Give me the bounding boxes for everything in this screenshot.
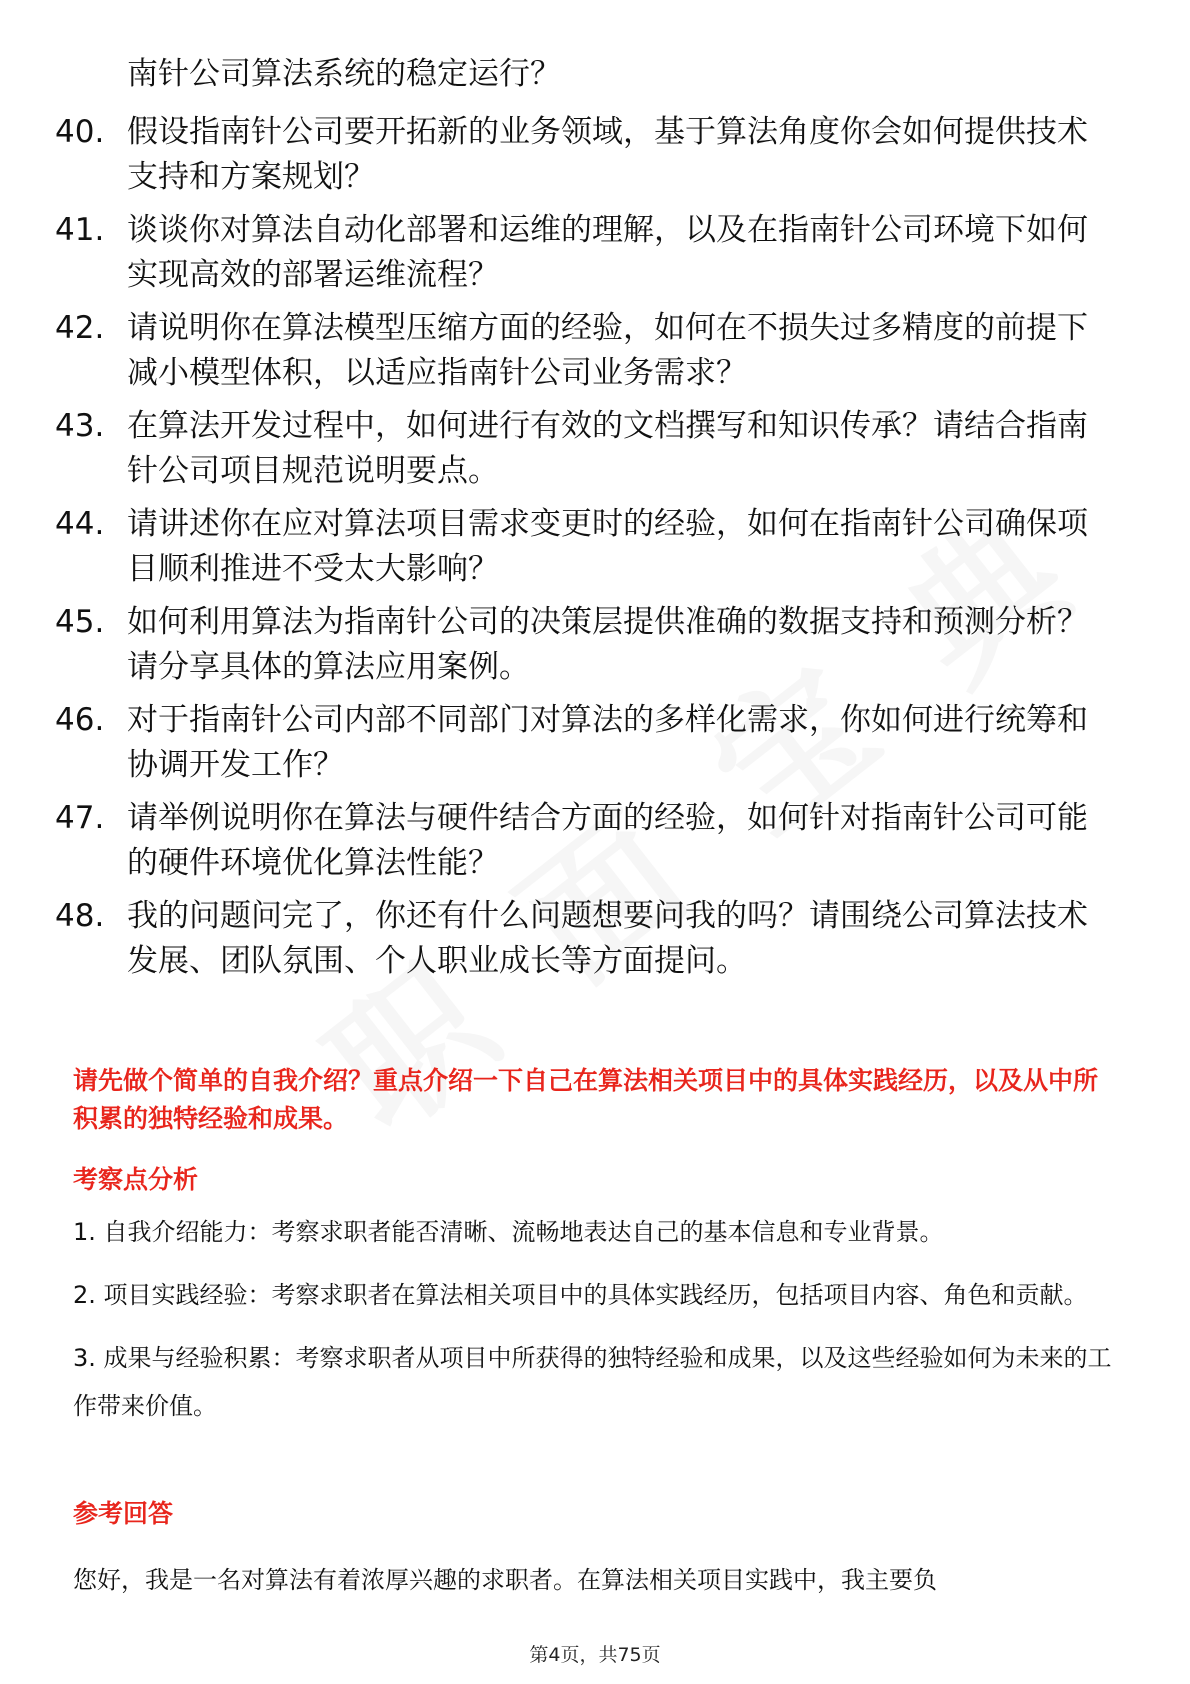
analysis-point: 2. 项目实践经验：考察求职者在算法相关项目中的具体实践经历，包括项目内容、角色和贡献。 [73, 1281, 1088, 1309]
question-number: 41. [55, 212, 105, 248]
analysis-point: 3. 成果与经验积累：考察求职者从项目中所获得的独特经验和成果，以及这些经验如何为未来的工作带来价值。 [73, 1344, 1112, 1420]
list-item [55, 600, 1115, 690]
question-text: 我的问题问完了，你还有什么问题想要问我的吗？请围绕公司算法技术发展、团队氛围、个人职业成长等方面提问。 [127, 898, 1088, 979]
list-item [55, 208, 1115, 298]
question-number: 43. [55, 408, 105, 444]
list-item [55, 502, 1115, 592]
question-number: 40. [55, 114, 105, 150]
question-list [55, 110, 1115, 992]
list-item [55, 894, 1115, 984]
answer-text: 您好，我是一名对算法有着浓厚兴趣的求职者。在算法相关项目实践中，我主要负 [73, 1566, 937, 1594]
analysis-heading: 考察点分析 [73, 1165, 199, 1194]
question-text: 请说明你在算法模型压缩方面的经验，如何在不损失过多精度的前提下减小模型体积，以适应指南针公司业务需求？ [127, 310, 1088, 391]
question-text: 在算法开发过程中，如何进行有效的文档撰写和知识传承？请结合指南针公司项目规范说明要点。 [127, 408, 1088, 489]
question-number: 46. [55, 702, 105, 738]
question-number: 47. [55, 800, 105, 836]
list-item [55, 796, 1115, 886]
question-text: 对于指南针公司内部不同部门对算法的多样化需求，你如何进行统筹和协调开发工作？ [127, 702, 1088, 783]
question-number: 45. [55, 604, 105, 640]
list-item [55, 698, 1115, 788]
list-item [55, 110, 1115, 200]
analysis-points [73, 1208, 1123, 1445]
question-text: 如何利用算法为指南针公司的决策层提供准确的数据支持和预测分析？请分享具体的算法应用案例。 [127, 604, 1088, 685]
answer-heading: 参考回答 [73, 1499, 174, 1528]
page-number: 第4页，共75页 [529, 1644, 661, 1666]
list-item [55, 404, 1115, 494]
question-number: 48. [55, 898, 105, 934]
question-number: 44. [55, 506, 105, 542]
list-item [55, 306, 1115, 396]
question-number: 42. [55, 310, 105, 346]
question-text: 谈谈你对算法自动化部署和运维的理解，以及在指南针公司环境下如何实现高效的部署运维流程？ [127, 212, 1088, 293]
analysis-point: 1. 自我介绍能力：考察求职者能否清晰、流畅地表达自己的基本信息和专业背景。 [73, 1218, 944, 1246]
question-text: 请举例说明你在算法与硬件结合方面的经验，如何针对指南针公司可能的硬件环境优化算法性能？ [127, 800, 1088, 881]
highlight-question: 请先做个简单的自我介绍？重点介绍一下自己在算法相关项目中的具体实践经历，以及从中所积累的独特经验和成果。 [73, 1066, 1099, 1133]
question-text: 请讲述你在应对算法项目需求变更时的经验，如何在指南针公司确保项目顺利推进不受太大影响？ [127, 506, 1088, 587]
question-text: 假设指南针公司要开拓新的业务领域，基于算法角度你会如何提供技术支持和方案规划？ [127, 114, 1088, 195]
continued-question-text: 南针公司算法系统的稳定运行？ [127, 56, 561, 92]
